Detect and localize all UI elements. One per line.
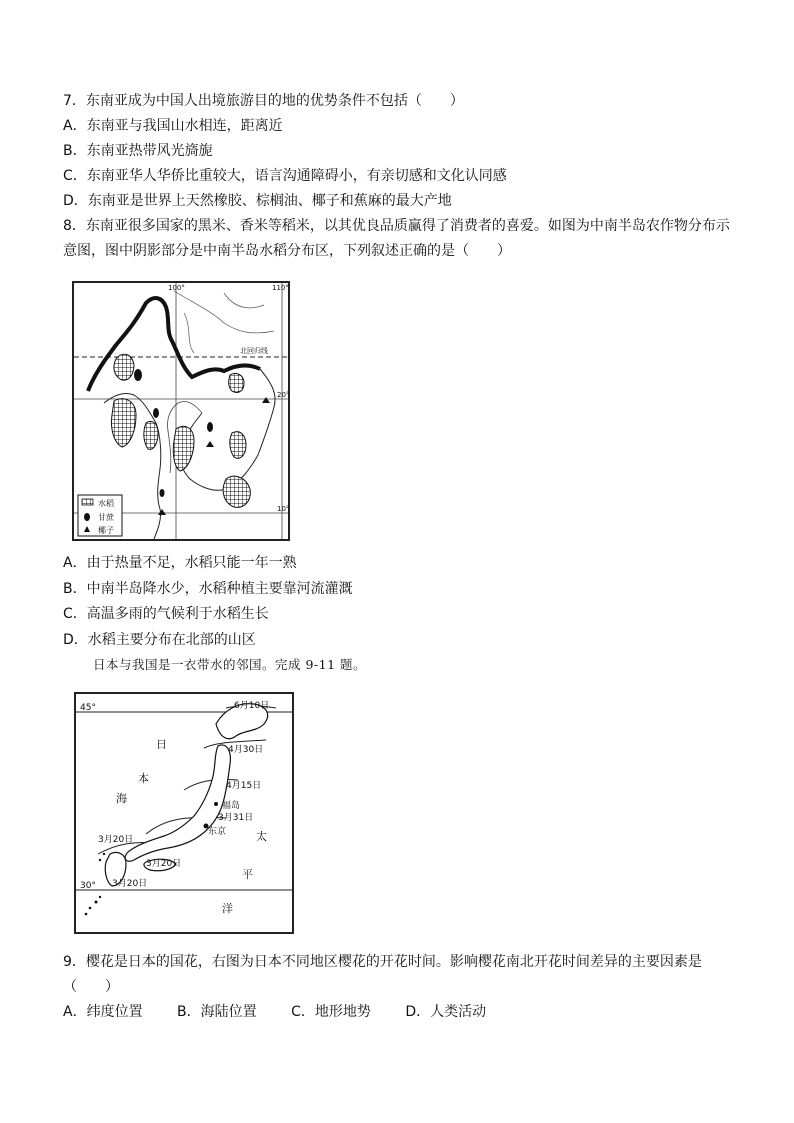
rice-area: [230, 432, 246, 459]
q7-option-b: B．东南亚热带风光旖旎: [63, 143, 213, 159]
bloom-date-label: 3月20日: [146, 859, 182, 869]
q8-option-b: B．中南半岛降水少，水稻种植主要靠河流灌溉: [63, 581, 353, 597]
sugarcane-area: [160, 489, 165, 497]
place-tokyo: 东京: [208, 827, 227, 837]
lat-label-30: 30°: [80, 881, 96, 891]
q8-option-d: D．水稻主要分布在北部的山区: [63, 632, 256, 648]
legend-sugarcane-swatch: [84, 513, 90, 521]
sugarcane-area: [207, 422, 213, 432]
coconut-mark: [158, 509, 166, 515]
lat-label-45: 45°: [80, 703, 96, 713]
sugarcane-area: [134, 369, 142, 381]
bloom-date-label: 6月10日: [234, 701, 270, 711]
bloom-date-label: 3月20日: [112, 879, 148, 889]
legend-rice: 水稻: [98, 499, 114, 508]
lat-label-10: 10°: [277, 505, 290, 513]
legend-coconut: 椰子: [98, 526, 114, 535]
indochina-crop-map: [72, 281, 290, 541]
q9-option-c: C．地形地势: [291, 1004, 371, 1020]
indochina-map-svg: [74, 283, 288, 539]
rice-area: [111, 399, 136, 447]
q8-stem-line1: 8．东南亚很多国家的黑米、香米等稻米，以其优良品质赢得了消费者的喜爱。如图为中南半岛农作物分布示: [63, 218, 730, 234]
intro-9-11: 日本与我国是一衣带水的邻国。完成 9-11 题。: [93, 657, 367, 672]
coconut-mark: [206, 441, 214, 447]
japan-cherry-blossom-map: [74, 692, 294, 934]
q9-option-d: D．人类活动: [405, 1004, 487, 1020]
bloom-date-label: 3月20日: [98, 835, 134, 845]
q8-option-a: A．由于热量不足，水稻只能一年一熟: [63, 555, 297, 571]
place-fukushima: 福岛: [222, 801, 241, 811]
rice-area: [114, 354, 134, 380]
q9-stem: 9．樱花是日本的国花，右图为日本不同地区樱花的开花时间。影响樱花南北开花时间差异的主要因素是: [63, 954, 702, 970]
q7-stem: 7．东南亚成为中国人出境旅游目的地的优势条件不包括（ ）: [63, 93, 464, 109]
q7-option-d: D．东南亚是世界上天然橡胶、棕榈油、椰子和蕉麻的最大产地: [63, 193, 452, 209]
q8-option-c: C．高温多雨的气候利于水稻生长: [63, 606, 269, 622]
bloom-date-label: 3月31日: [218, 813, 254, 823]
pacific-ocean-char: 平: [242, 868, 253, 881]
rice-area: [223, 476, 250, 507]
q9-options: [63, 1002, 516, 1022]
legend-rice-swatch: [82, 499, 93, 505]
pacific-ocean-char: 洋: [222, 902, 233, 915]
lon-label-110: 110°: [272, 284, 289, 292]
bloom-date-label: 4月15日: [226, 781, 262, 791]
q7-option-a: A．东南亚与我国山水相连，距离近: [63, 118, 283, 134]
sugarcane-area: [153, 408, 159, 418]
fukushima-dot: [214, 802, 218, 806]
lon-label-100: 100°: [168, 284, 185, 292]
rice-area: [144, 421, 158, 449]
q8-stem-line2: 意图，图中阴影部分是中南半岛水稻分布区，下列叙述正确的是（ ）: [63, 243, 511, 259]
map-legend: [78, 495, 122, 536]
q7-option-c: C．东南亚华人华侨比重较大，语言沟通障碍小，有亲切感和文化认同感: [63, 168, 507, 184]
rice-area: [173, 426, 194, 471]
lat-label-20: 20°: [277, 391, 290, 399]
bloom-date-label: 4月30日: [228, 745, 264, 755]
tropic-label: 北回归线: [240, 347, 268, 355]
sea-of-japan-char: 海: [116, 792, 127, 805]
rice-area: [229, 373, 244, 392]
legend-sugarcane: 甘蔗: [98, 513, 114, 522]
q9-paren: （ ）: [63, 979, 119, 995]
q9-option-a: A．纬度位置: [63, 1004, 143, 1020]
sea-of-japan-char: 日: [156, 738, 167, 751]
sea-of-japan-char: 本: [138, 772, 149, 785]
japan-map-svg: [76, 694, 292, 932]
coconut-mark: [262, 397, 270, 403]
q9-option-b: B．海陆位置: [177, 1004, 257, 1020]
pacific-ocean-char: 太: [256, 830, 267, 843]
coastline-east: [180, 369, 275, 490]
